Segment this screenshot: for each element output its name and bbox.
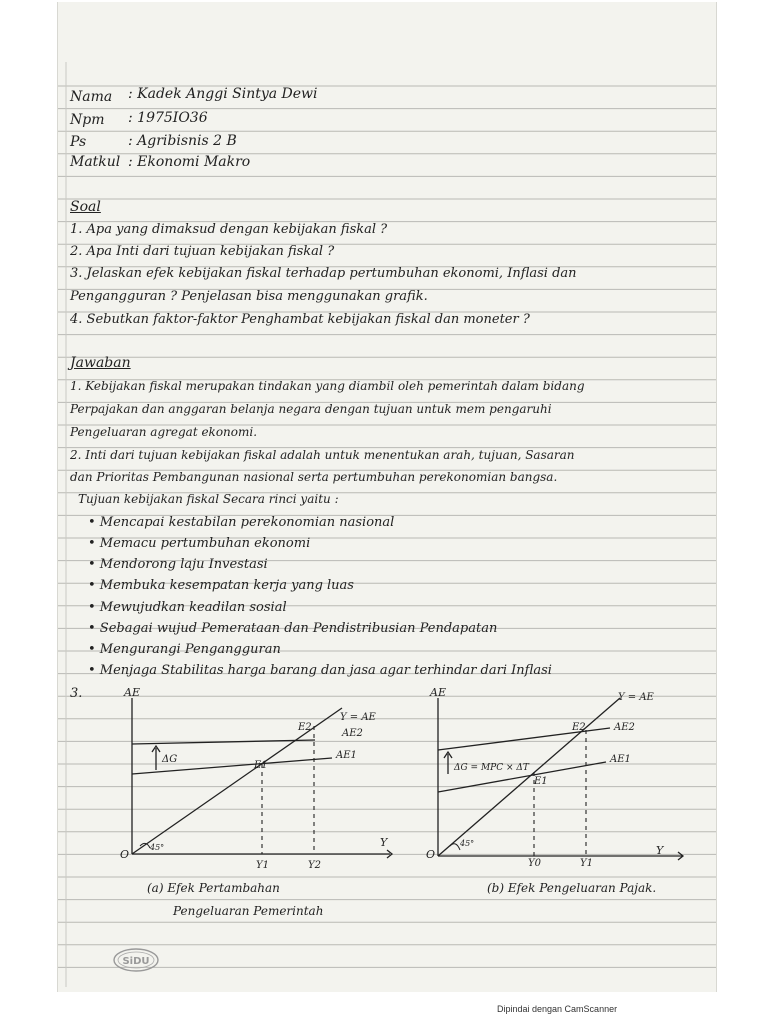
matkul-label: Matkul bbox=[70, 154, 121, 170]
sidu-logo-text: SiDU bbox=[122, 956, 150, 967]
jawaban-line: Pengeluaran agregat ekonomi. bbox=[70, 425, 258, 439]
bullet-item: • Mewujudkan keadilan sosial bbox=[88, 600, 287, 615]
jawaban-line: 1. Kebijakan fiskal merupakan tindakan yang diambil oleh pemerintah dalam bidang bbox=[70, 379, 585, 393]
graph-a-y-label: AE bbox=[124, 686, 140, 699]
npm-label: Npm bbox=[70, 112, 105, 128]
graph-b-caption: (b) Efek Pengeluaran Pajak. bbox=[487, 881, 657, 895]
bullet-item: • Mendorong laju Investasi bbox=[88, 557, 268, 572]
scanner-watermark: Dipindai dengan CamScanner bbox=[497, 1004, 618, 1014]
graph-a-ae2-label: AE2 bbox=[342, 728, 363, 739]
soal-line: Pengangguran ? Penjelasan bisa menggunakan grafik. bbox=[70, 289, 428, 304]
graph-a-45-label: Y = AE bbox=[340, 712, 376, 723]
graph-a-caption: (a) Efek Pertambahan bbox=[147, 881, 280, 895]
bullet-item: • Membuka kesempatan kerja yang luas bbox=[88, 578, 354, 593]
graph-a-y2-label: Y2 bbox=[308, 860, 321, 871]
bullet-item: • Sebagai wujud Pemerataan dan Pendistribusian Pendapatan bbox=[88, 621, 498, 636]
graph-a-e2-label: E2 bbox=[298, 722, 312, 733]
graph-b-ae2-label: AE2 bbox=[614, 722, 635, 733]
nama-label: Nama bbox=[70, 89, 113, 105]
graph-b-e2-label: E2 bbox=[572, 722, 586, 733]
graph-b-y0-label: Y0 bbox=[528, 858, 541, 869]
graph-a-x-label: Y bbox=[380, 836, 388, 849]
graph-b-45-label: Y = AE bbox=[618, 692, 654, 703]
graph-a-e1-label: E1 bbox=[254, 760, 268, 771]
graph-a-y1-label: Y1 bbox=[256, 860, 269, 871]
graph-a-ae1-label: AE1 bbox=[336, 750, 357, 761]
soal-line: 1. Apa yang dimaksud dengan kebijakan fiskal ? bbox=[70, 222, 388, 237]
soal-line: 4. Sebutkan faktor-faktor Penghambat kebijakan fiskal dan moneter ? bbox=[70, 312, 530, 327]
bullet-item: • Menjaga Stabilitas harga barang dan jasa agar terhindar dari Inflasi bbox=[88, 663, 552, 678]
graph-a-angle-label: 45° bbox=[150, 843, 165, 852]
graph-b-x-label: Y bbox=[656, 844, 664, 857]
ps-label: Ps bbox=[70, 134, 87, 150]
soal-line: 3. Jelaskan efek kebijakan fiskal terhadap pertumbuhan ekonomi, Inflasi dan bbox=[70, 266, 577, 281]
jawaban-title: Jawaban bbox=[70, 355, 131, 371]
nama-value: : Kadek Anggi Sintya Dewi bbox=[128, 86, 318, 102]
graph-b-e1-label: E1 bbox=[534, 776, 548, 787]
ps-value: : Agribisnis 2 B bbox=[128, 133, 237, 149]
graph-b-y-label: AE bbox=[430, 686, 446, 699]
matkul-value: : Ekonomi Makro bbox=[128, 154, 251, 170]
bullet-item: • Mengurangi Pengangguran bbox=[88, 642, 281, 657]
jawaban-line: dan Prioritas Pembangunan nasional serta pertumbuhan perekonomian bangsa. bbox=[70, 470, 558, 484]
npm-value: : 1975IO36 bbox=[128, 110, 208, 126]
graph-b-origin: O bbox=[426, 848, 436, 861]
graph-b-ae1-label: AE1 bbox=[610, 754, 631, 765]
soal-title: Soal bbox=[70, 199, 101, 215]
graph-a-delta-label: ΔG bbox=[162, 754, 178, 765]
graph-b-y1-label: Y1 bbox=[580, 858, 593, 869]
graph-b bbox=[420, 686, 692, 886]
item-3-number: 3. bbox=[70, 686, 83, 701]
bullet-item: • Memacu pertumbuhan ekonomi bbox=[88, 536, 311, 551]
graph-a bbox=[110, 686, 400, 886]
jawaban-line: 2. Inti dari tujuan kebijakan fiskal adalah untuk menentukan arah, tujuan, Sasaran bbox=[70, 448, 575, 462]
graph-a-caption: Pengeluaran Pemerintah bbox=[173, 904, 324, 918]
bullet-item: • Mencapai kestabilan perekonomian nasional bbox=[88, 515, 395, 530]
jawaban-line: Perpajakan dan anggaran belanja negara dengan tujuan untuk mem pengaruhi bbox=[70, 402, 552, 416]
graph-a-ae2-line bbox=[132, 740, 315, 744]
sidu-logo bbox=[112, 947, 160, 973]
graph-b-delta-label: ΔG = MPC × ΔT bbox=[454, 763, 529, 773]
soal-line: 2. Apa Inti dari tujuan kebijakan fiskal ? bbox=[70, 244, 335, 259]
graph-a-origin: O bbox=[120, 848, 130, 861]
graph-b-angle-label: 45° bbox=[460, 839, 475, 848]
graph-b-45-line bbox=[438, 698, 620, 856]
jawaban-line: Tujuan kebijakan fiskal Secara rinci yaitu : bbox=[78, 492, 339, 506]
